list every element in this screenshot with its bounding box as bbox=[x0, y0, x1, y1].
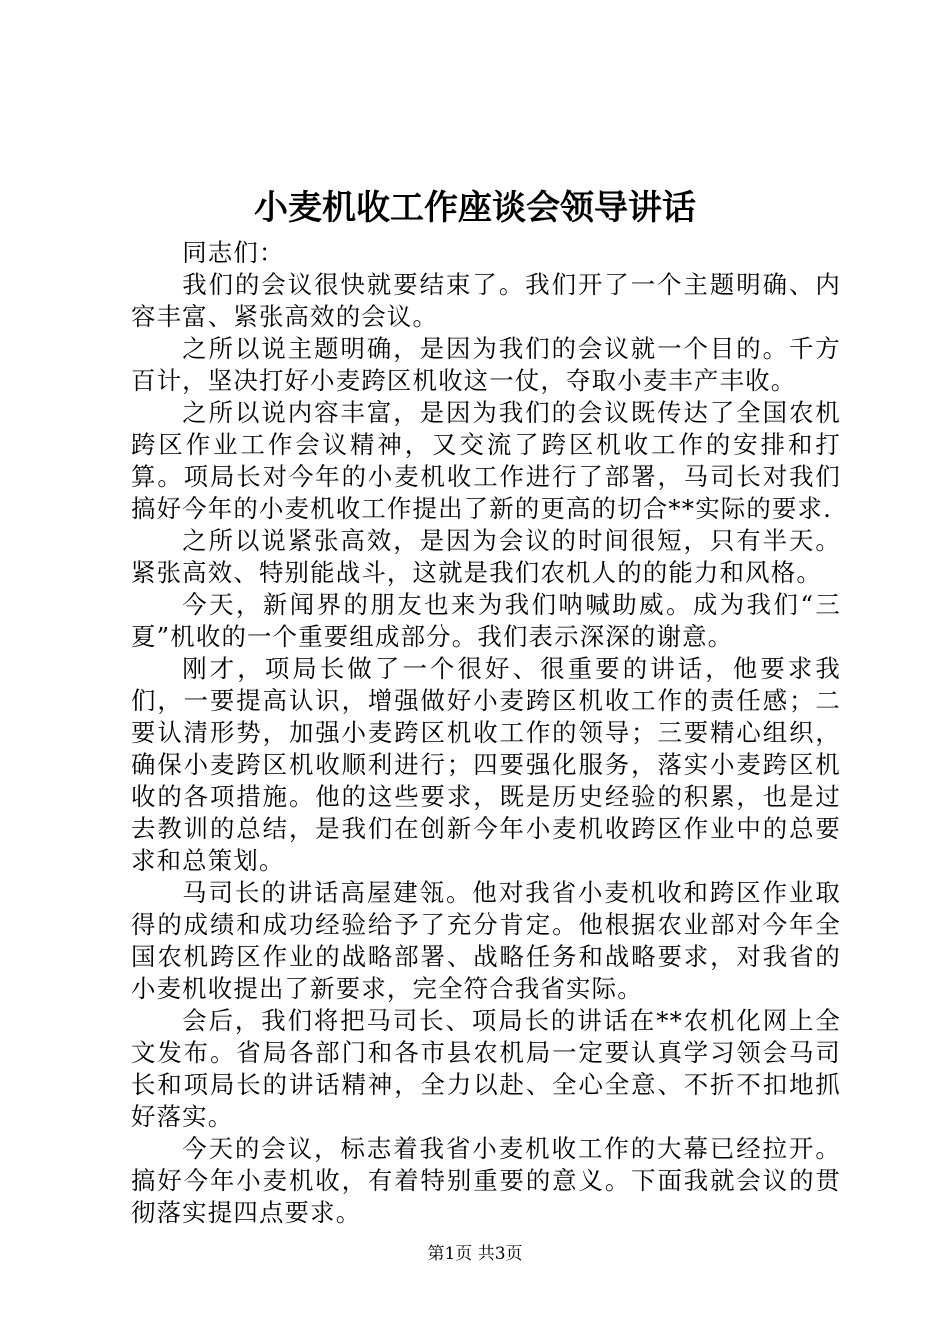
paragraph: 刚才，项局长做了一个很好、很重要的讲话，他要求我们，一要提高认识，增强做好小麦跨区机收工作的责任感；二要认清形势，加强小麦跨区机收工作的领导；三要精心组织，确保小麦跨区机收顺利进行；四要强化服务，落实小麦跨区机收的各项措施。他的这些要求，既是历史经验的积累，也是过去教训的总结，是我们在创新今年小麦机收跨区作业中的总要求和总策划。 bbox=[131, 654, 841, 875]
page-footer: 第1页 共3页 bbox=[427, 1244, 523, 1264]
document-body bbox=[131, 237, 841, 1229]
paragraph: 马司长的讲话高屋建瓴。他对我省小麦机收和跨区作业取得的成绩和成功经验给予了充分肯定。他根据农业部对今年全国农机跨区作业的战略部署、战略任务和战略要求，对我省的小麦机收提出了新要求，完全符合我省实际。 bbox=[131, 878, 841, 1003]
paragraph: 今天，新闻界的朋友也来为我们呐喊助威。成为我们“三夏”机收的一个重要组成部分。我们表示深深的谢意。 bbox=[131, 590, 841, 651]
paragraph: 之所以说紧张高效，是因为会议的时间很短，只有半天。紧张高效、特别能战斗，这就是我们农机人的的能力和风格。 bbox=[131, 526, 841, 587]
paragraph: 之所以说内容丰富，是因为我们的会议既传达了全国农机跨区作业工作会议精神，又交流了跨区机收工作的安排和打算。项局长对今年的小麦机收工作进行了部署，马司长对我们搞好今年的小麦机收工作提出了新的更高的切合**实际的要求. bbox=[131, 398, 841, 523]
paragraph: 之所以说主题明确，是因为我们的会议就一个目的。千方百计，坚决打好小麦跨区机收这一仗，夺取小麦丰产丰收。 bbox=[131, 334, 841, 395]
paragraph: 会后，我们将把马司长、项局长的讲话在**农机化网上全文发布。省局各部门和各市县农机局一定要认真学习领会马司长和项局长的讲话精神，全力以赴、全心全意、不折不扣地抓好落实。 bbox=[131, 1006, 841, 1131]
document-title: 小麦机收工作座谈会领导讲话 bbox=[254, 188, 696, 228]
paragraph: 我们的会议很快就要结束了。我们开了一个主题明确、内容丰富、紧张高效的会议。 bbox=[131, 270, 841, 331]
greeting: 同志们： bbox=[182, 238, 285, 267]
paragraph: 今天的会议，标志着我省小麦机收工作的大幕已经拉开。搞好今年小麦机收，有着特别重要的意义。下面我就会议的贯彻落实提四点要求。 bbox=[131, 1134, 841, 1227]
